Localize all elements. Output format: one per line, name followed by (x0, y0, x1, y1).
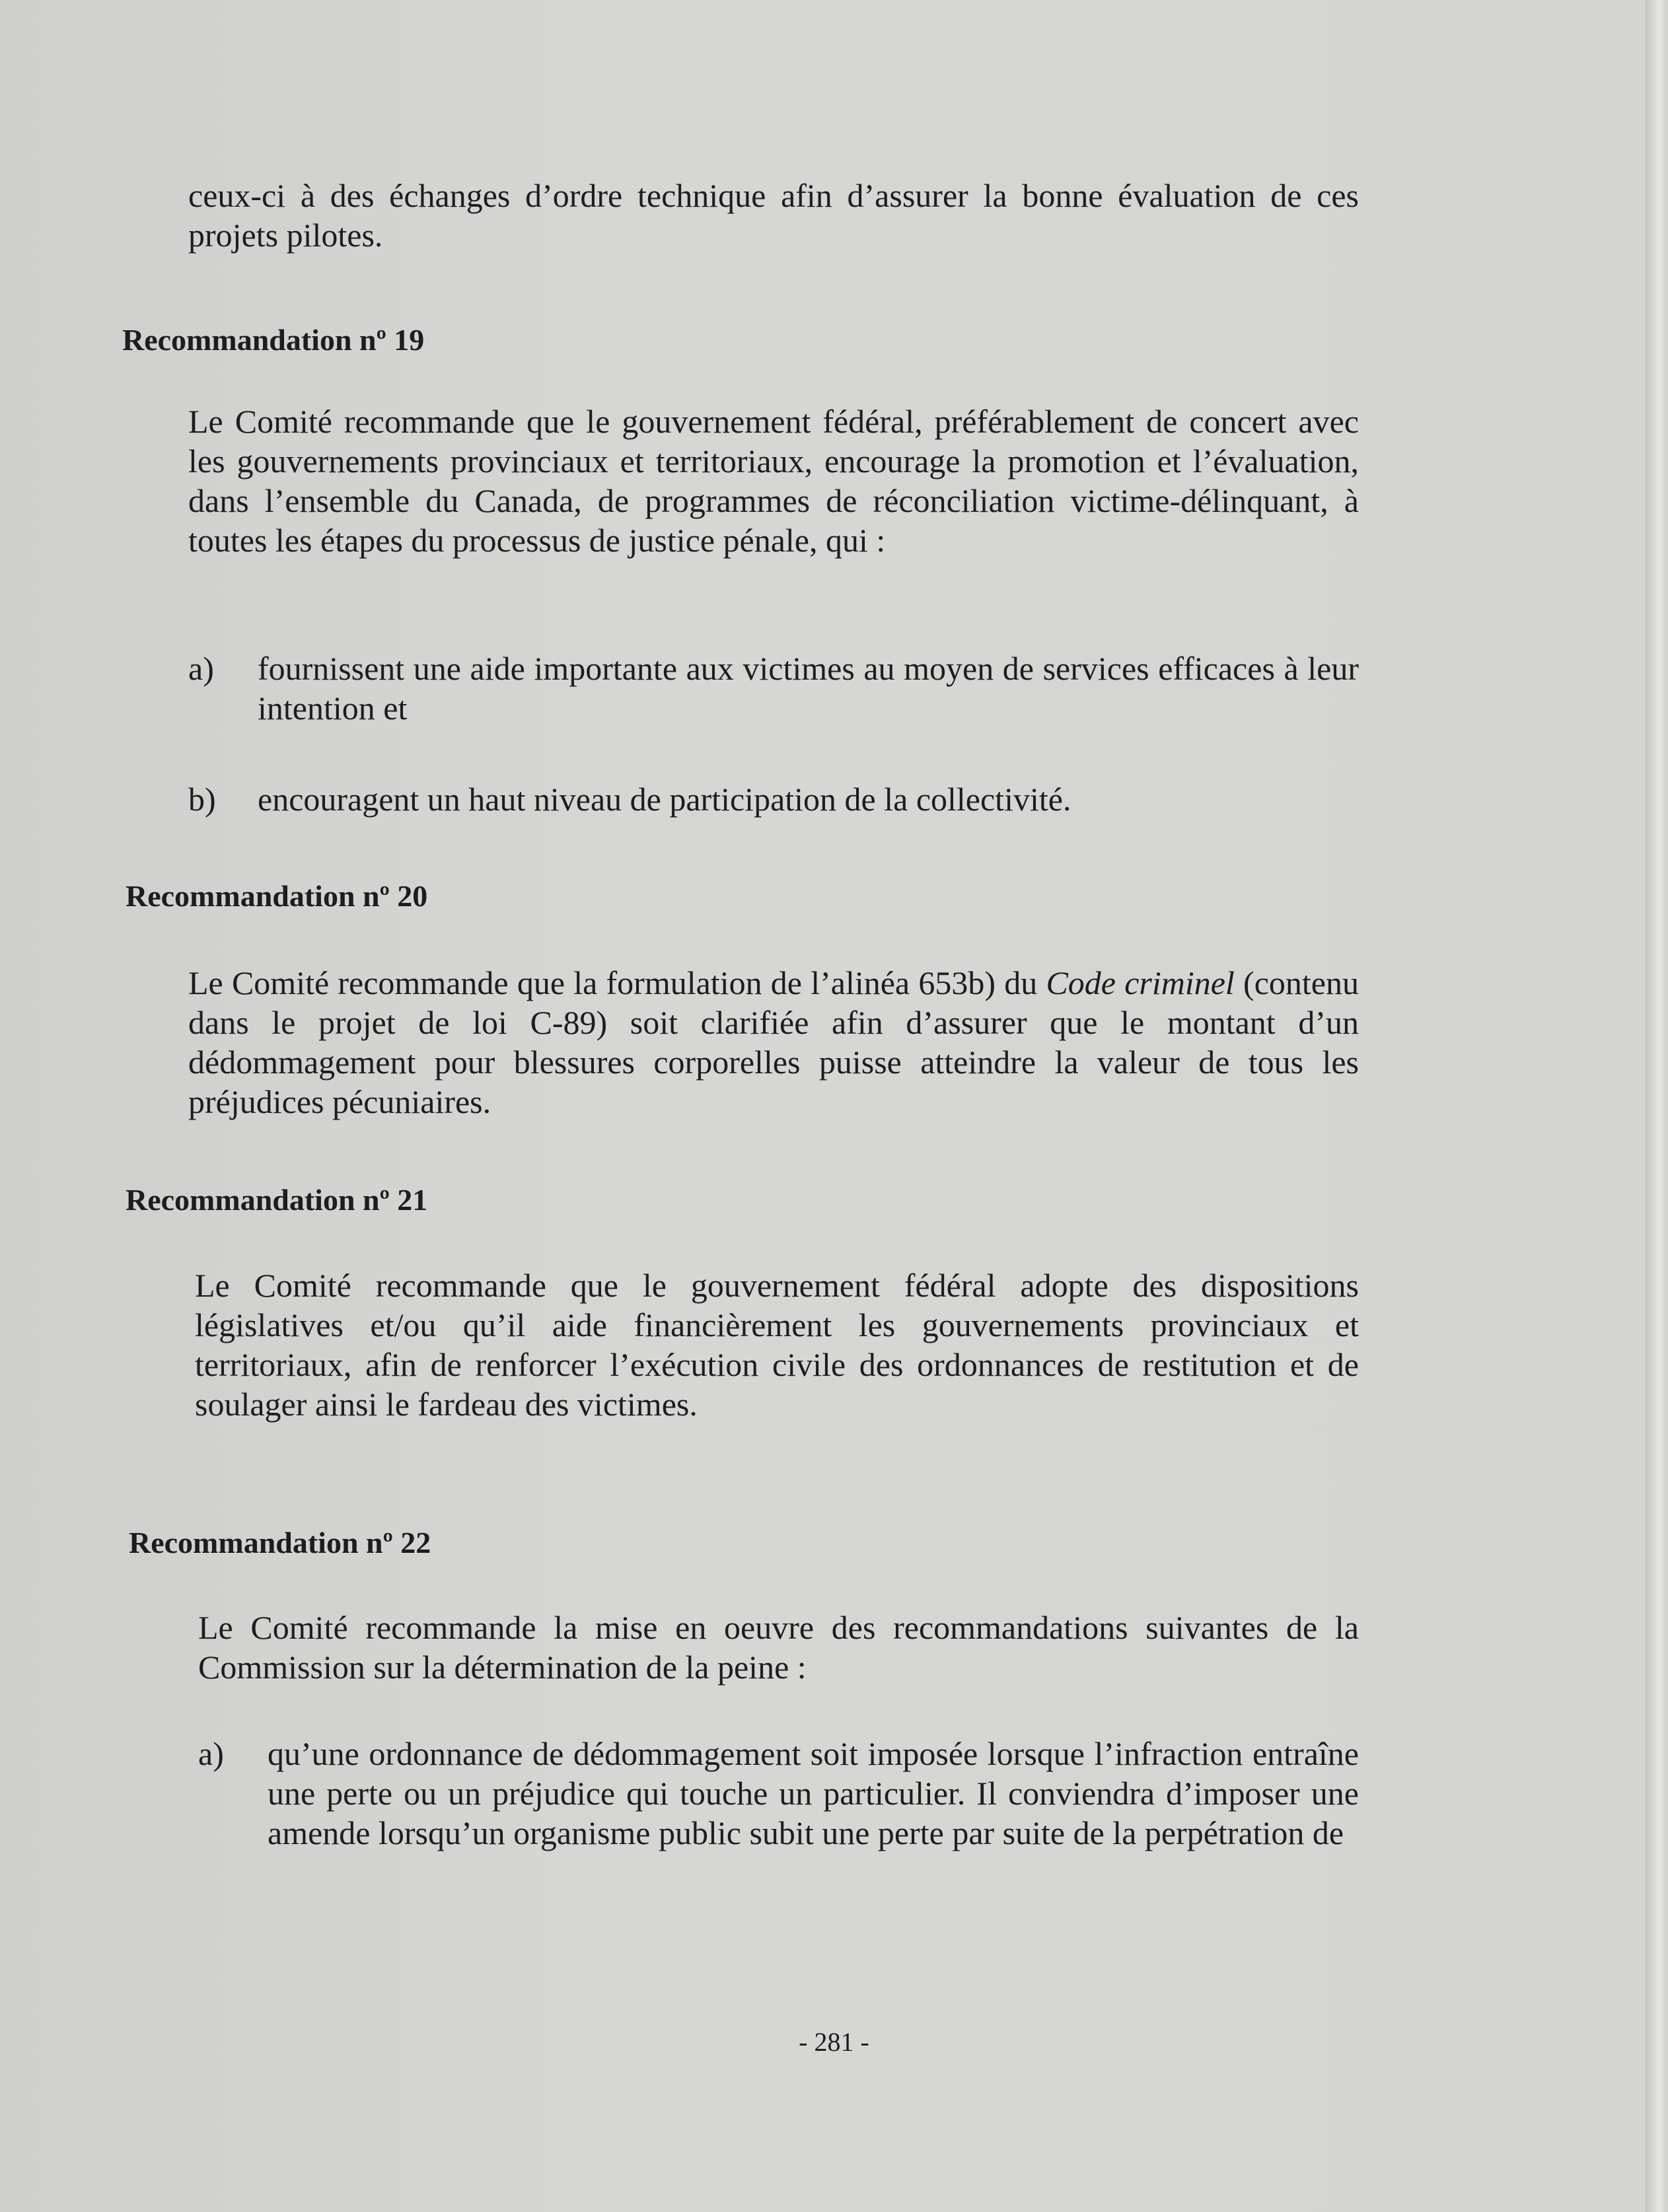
recommendation-20-body-start: Le Comité recommande que la formulation de l’alinéa 653b) du (188, 964, 1046, 1001)
list-marker: a) (198, 1735, 224, 1772)
recommendation-22-body: Le Comité recommande la mise en oeuvre des recommandations suivantes de la Commission sur la détermination de la peine : (198, 1609, 1359, 1686)
list-item-text: fournissent une aide importante aux victimes au moyen de services efficaces à leur intention et (258, 650, 1359, 727)
recommendation-19-item-a (188, 649, 1359, 734)
recommendation-19-heading: Recommandation nº 19 (122, 323, 425, 357)
list-marker: a) (188, 650, 214, 687)
recommendation-21-body: Le Comité recommande que le gouvernement fédéral adopte des dispositions législatives et/ou qu’il aide financièrement les gouvernements provinciaux et territoriaux, afin de renforcer l’exécution civile des ordonnances de restitution et de soulager ainsi le fardeau des victimes. (195, 1267, 1359, 1423)
recommendation-19-item-b (188, 779, 1359, 826)
page-number: - 281 - (799, 2027, 869, 2057)
recommendation-22-item-a (198, 1734, 1359, 1899)
list-marker: b) (188, 781, 216, 818)
recommendation-20-heading: Recommandation nº 20 (126, 879, 428, 913)
recommendation-19-body: Le Comité recommande que le gouvernement fédéral, préférablement de concert avec les gouvernements provinciaux et territoriaux, encourage la promotion et l’évaluation, dans l’ensemble du Canada, de programmes de réconciliation victime-délinquant, à toutes les étapes du processus de justice pénale, qui : (188, 403, 1359, 559)
recommendation-21-heading: Recommandation nº 21 (126, 1183, 428, 1217)
recommendation-20-body (188, 963, 1359, 1122)
intro-paragraph: ceux-ci à des échanges d’ordre technique afin d’assurer la bonne évaluation de ces projets pilotes. (188, 177, 1359, 254)
code-criminel-title: Code criminel (1046, 964, 1235, 1001)
list-item-text: qu’une ordonnance de dédommagement soit imposée lorsque l’infraction entraîne une perte ou un préjudice qui touche un particulier. Il conviendra d’imposer une amende lorsqu’un organisme public subit une perte par suite de la perpétration de (268, 1735, 1359, 1851)
list-item-text: encouragent un haut niveau de participation de la collectivité. (258, 781, 1071, 818)
recommendation-20-body-end: (contenu dans le projet de loi C-89) soit clarifiée afin d’assurer que le montant d’un dédommagement pour blessures corporelles puisse atteindre la valeur de tous les préjudices pécuniaires. (188, 964, 1359, 1120)
recommendation-22-heading: Recommandation nº 22 (129, 1526, 431, 1559)
